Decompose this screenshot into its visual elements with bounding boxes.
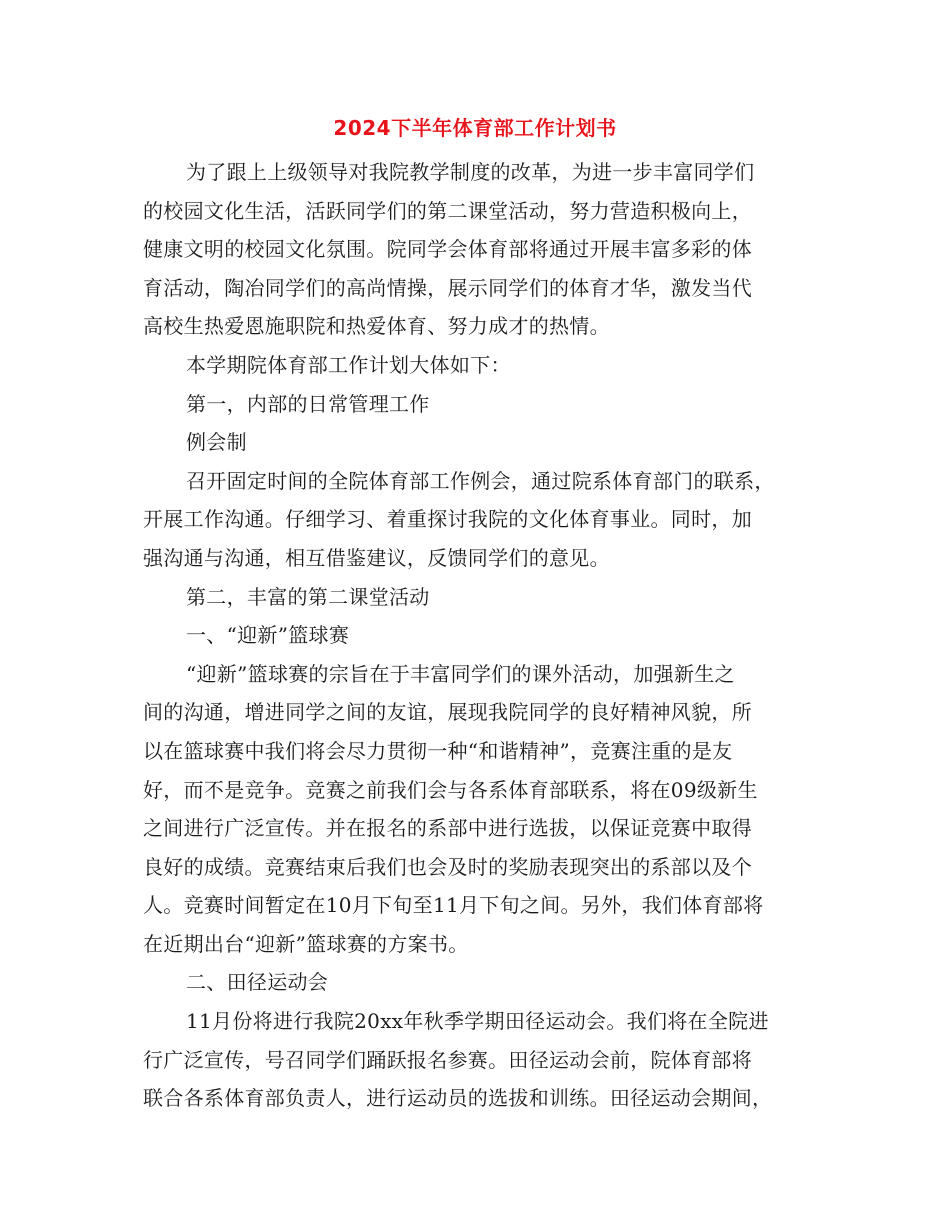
text-line: 之间进行广泛宣传。并在报名的系部中进行选拔，以保证竞赛中取得 <box>143 816 752 841</box>
text-line: 高校生热爱恩施职院和热爱体育、努力成才的热情。 <box>143 314 610 339</box>
text-line: 开展工作沟通。仔细学习、着重探讨我院的文化体育事业。同时，加 <box>143 507 752 532</box>
text-line: 良好的成绩。竞赛结束后我们也会及时的奖励表现突出的系部以及个 <box>143 854 752 879</box>
text-line: 强沟通与沟通，相互借鉴建议，反馈同学们的意见。 <box>143 545 610 570</box>
text-line: 好，而不是竞争。竞赛之前我们会与各系体育部联系，将在09级新生 <box>143 777 758 802</box>
text-line: 本学期院体育部工作计划大体如下： <box>186 352 511 377</box>
document-body <box>143 153 805 1118</box>
text-line: 例会制 <box>186 430 247 455</box>
text-line: 一、“迎新”篮球赛 <box>186 623 350 648</box>
text-line: 为了跟上上级领导对我院教学制度的改革，为进一步丰富同学们 <box>186 160 755 184</box>
text-line: 间的沟通，增进同学之间的友谊，展现我院同学的良好精神风貌，所 <box>143 700 752 725</box>
text-line: 第二，丰富的第二课堂活动 <box>186 584 430 609</box>
text-line: 人。竞赛时间暂定在10月下旬至11月下旬之间。另外，我们体育部将 <box>143 893 764 918</box>
text-line: 行广泛宣传，号召同学们踊跃报名参赛。田径运动会前，院体育部将 <box>143 1047 752 1072</box>
text-line: 在近期出台“迎新”篮球赛的方案书。 <box>143 931 469 956</box>
text-line: “迎新”篮球赛的宗旨在于丰富同学们的课外活动，加强新生之 <box>186 661 735 686</box>
text-line: 的校园文化生活，活跃同学们的第二课堂活动，努力营造积极向上， <box>143 198 752 223</box>
text-line: 二、田径运动会 <box>186 970 329 995</box>
text-line: 以在篮球赛中我们将会尽力贯彻一种“和谐精神”，竞赛注重的是友 <box>143 738 733 763</box>
text-line: 育活动，陶冶同学们的高尚情操，展示同学们的体育才华，激发当代 <box>143 275 752 300</box>
text-line: 召开固定时间的全院体育部工作例会，通过院系体育部门的联系， <box>186 468 775 493</box>
text-line: 联合各系体育部负责人，进行运动员的选拔和训练。田径运动会期间， <box>143 1086 773 1111</box>
text-line: 11月份将进行我院20xx年秋季学期田径运动会。我们将在全院进 <box>186 1009 769 1034</box>
text-line: 健康文明的校园文化氛围。院同学会体育部将通过开展丰富多彩的体 <box>143 237 752 262</box>
document-title: 2024下半年体育部工作计划书 <box>333 116 617 140</box>
text-line: 第一，内部的日常管理工作 <box>186 391 430 416</box>
